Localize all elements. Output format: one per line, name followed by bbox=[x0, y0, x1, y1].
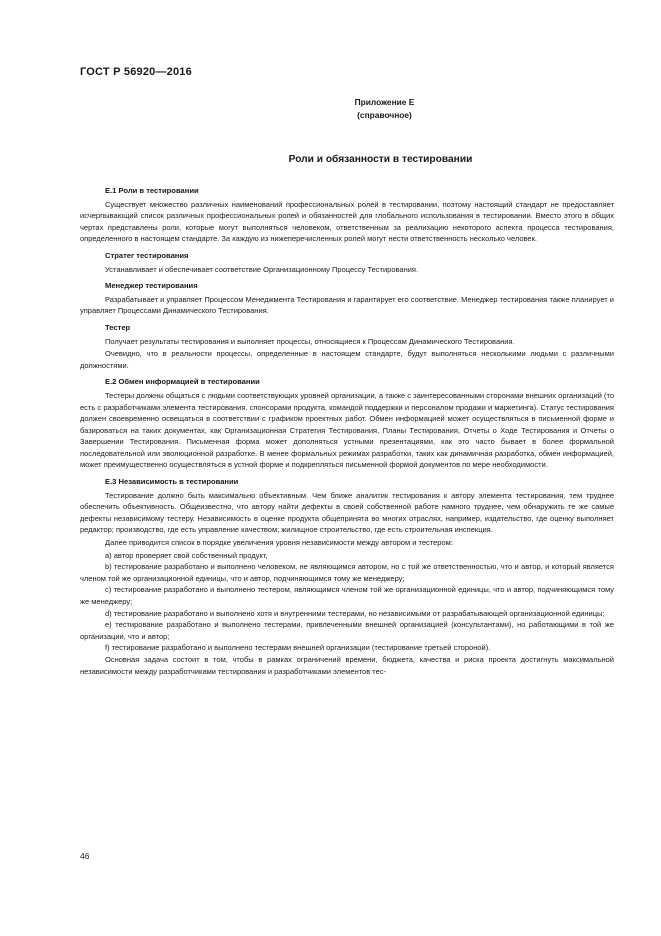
page-number: 46 bbox=[80, 851, 90, 861]
paragraph: Устанавливает и обеспечивает соответствие Организационному Процессу Тестирования. bbox=[105, 264, 419, 274]
annex-note: (справочное) bbox=[357, 110, 412, 120]
list-item: e) тестирование разработано и выполнено тестерами, привлеченными внешней организацией (консультантами), но работающими в той же организации, что и автор; bbox=[80, 620, 614, 641]
document-body bbox=[80, 180, 614, 678]
paragraph: Далее приводится список в порядке увеличения уровня независимости между автором и тестером: bbox=[105, 538, 453, 548]
list-item: а) автор проверяет свой собственный продукт, bbox=[105, 550, 268, 560]
list-item: b) тестирование разработано и выполнено человеком, не являющимся автором, но с той же ответственностью, что и автор, и который является членом той же организационной единицы, что и автор, подчиняющимся тому же менеджеру; bbox=[80, 562, 614, 583]
annex-label: Приложение Е bbox=[354, 97, 415, 107]
role-heading-tester: Тестер bbox=[105, 322, 131, 332]
section-heading-e1: Е.1 Роли в тестировании bbox=[105, 186, 199, 195]
section-heading-e2: Е.2 Обмен информацией в тестировании bbox=[105, 377, 260, 387]
paragraph: Очевидно, что в реальности процессы, определенные в настоящем стандарте, будут выполняться несколькими людьми с различными должностями. bbox=[80, 349, 614, 370]
list-item: c) тестирование разработано и выполнено тестером, являющимся членом той же организационной единицы, что и автор, подчиняющимся тому же менеджеру; bbox=[80, 585, 614, 606]
paragraph: Тестирование должно быть максимально объективным. Чем ближе аналитик тестирования к автору элемента тестирования, тем труднее обеспечить объективность. Общеизвестно, что автору найти дефекты в своей собственной работе намного труднее, чем обнаружить те же самые дефекты независимому тестеру. Независимость в оценке продукта общепринята во многих отраслях, например, издательство, где оценку выполняет редактор; производство, где есть управление качеством; жилищное строительство, где есть строительная инспекция. bbox=[80, 490, 614, 535]
paragraph: Тестеры должны общаться с людьми соответствующих уровней организации, а также с заинтересованными сторонами внешних организаций (то есть с разработчиками элемента тестирования, спонсорами продукта, командой поддержки и персоналом продажи и маркетинга). Статус тестирования должен своевременно освещаться в соответствии с графиком проектных работ. Обмен информацией может осуществляться в письменной форме и базироваться на таких документах, как Организационная Стратегия Тестирования, Планы Тестирования, Отчеты о Ходе Тестирования и Отчеты о Завершении Тестирования. Письменная форма может дополняться устными презентациями, как это часто бывает в более формальной последовательной или эволюционной разработке. В менее формальных режимах разработки, таких как динамичная разработка, обмен информацией, может преимущественно осуществляться в устной форме и подкрепляться письменной формой документов по мере необходимости. bbox=[80, 390, 614, 470]
paragraph: Разрабатывает и управляет Процессом Менеджмента Тестирования и гарантирует его соответствие. Менеджер тестирования также планирует и управляет Процессами Динамического Тестирования. bbox=[80, 294, 614, 316]
page-title: Роли и обязанности в тестировании bbox=[288, 154, 473, 165]
document-code: ГОСТ Р 56920—2016 bbox=[80, 66, 192, 78]
paragraph: Получает результаты тестирования и выполняет процессы, относящиеся к Процессам Динамического Тестирования. bbox=[105, 336, 515, 346]
list-item: d) тестирование разработано и выполнено хотя и внутренними тестерами, но независимыми от разрабатывающей организационной единицы; bbox=[105, 608, 605, 618]
list-item: f) тестирование разработано и выполнено тестерами внешней организации (тестирование третьей стороной). bbox=[105, 643, 491, 653]
role-heading-strategist: Стратег тестирования bbox=[105, 250, 189, 260]
annex-label-block bbox=[0, 96, 661, 122]
role-heading-manager: Менеджер тестирования bbox=[105, 281, 198, 291]
section-heading-e3: Е.3 Независимость в тестировании bbox=[105, 477, 239, 487]
paragraph: Существует множество различных наименований профессиональных ролей в тестировании, поэтому настоящий стандарт не предоставляет исчерпывающий список различных профессиональных ролей и обязанностей для глобального использования в тестировании. Вместо этого в общих чертах представлены роли, которые могут выполняться человеком, ответственным за реализацию некоторого аспекта процесса тестирования, определенного в настоящем стандарте. За каждую из нижеперечисленных ролей могут нести ответственность несколько человек. bbox=[80, 199, 614, 244]
page-title-block bbox=[0, 154, 661, 165]
paragraph: Основная задача состоит в том, чтобы в рамках ограничений времени, бюджета, качества и риска проекта достигнуть максимальной независимости между разработчиками тестирования и разработчиками элементов тес- bbox=[80, 654, 614, 676]
